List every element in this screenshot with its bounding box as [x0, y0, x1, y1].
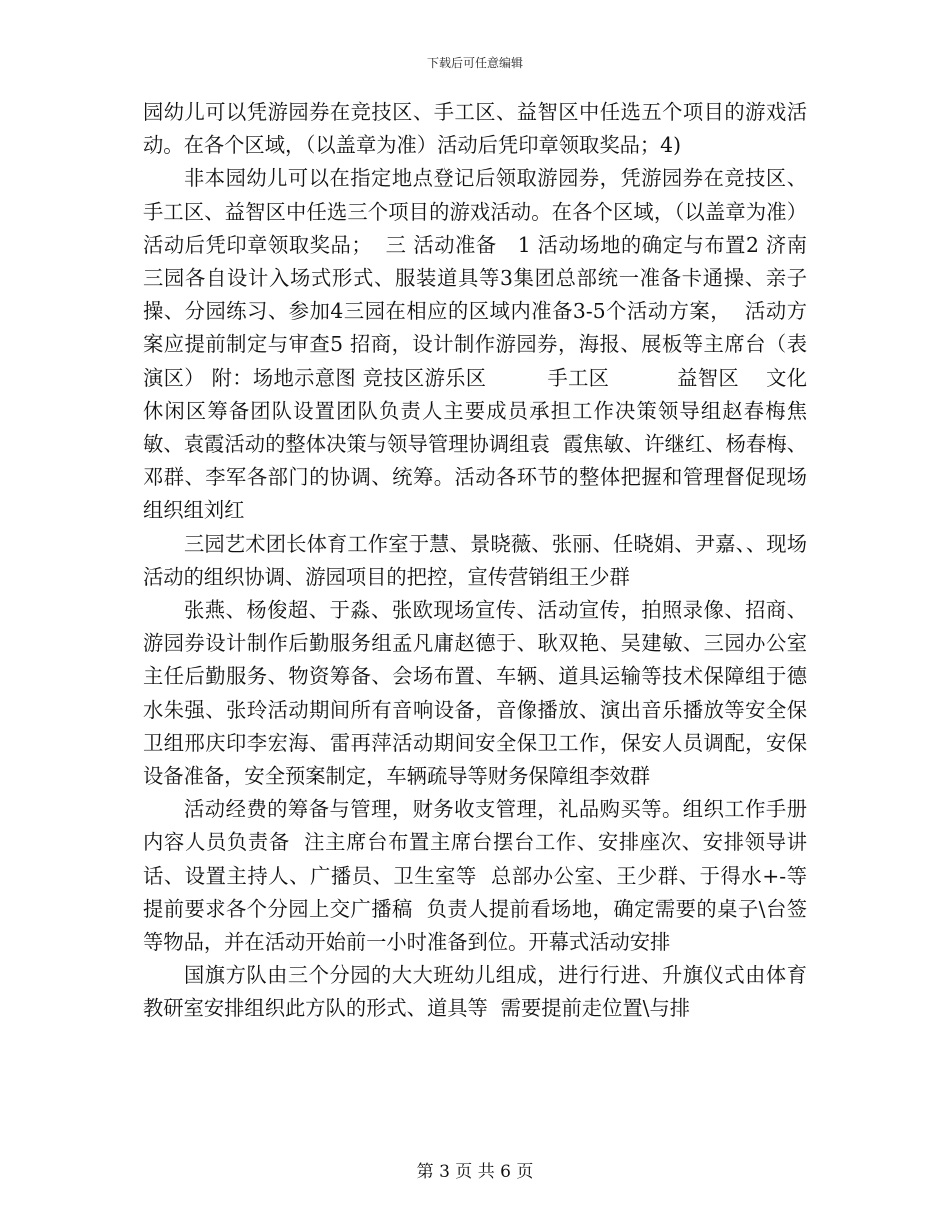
page-footer: 第 3 页 共 6 页: [416, 1162, 534, 1182]
paragraph-5: 活动经费的筹备与管理，财务收支管理，礼品购买等。组织工作手册内容人员负责备 注主席台布置主席台摆台工作、安排座次、安排领导讲话、设置主持人、广播员、卫生室等 总部办公室、王少群、于得水+-等 提前要求各个分园上交广播稿 负责人提前看场地，确定需要的桌子\台签等物品，并在活动开始前一小时准备到位。开幕式活动安排: [143, 797, 833, 955]
document-body: [143, 96, 833, 1026]
page-header: 下载后可任意编辑: [426, 56, 523, 70]
paragraph-1: 园幼儿可以凭游园券在竞技区、手工区、益智区中任选五个项目的游戏活动。在各个区域，（以盖章为准）活动后凭印章领取奖品；4): [143, 100, 807, 158]
paragraph-2: 非本园幼儿可以在指定地点登记后领取游园券，凭游园券在竞技区、手工区、益智区中任选三个项目的游戏活动。在各个区域，（以盖章为准）活动后凭印章领取奖品； 三 活动准备 1 活动场地的确定与布置2 济南三园各自设计入场式形式、服装道具等3集团总部统一准备卡通操、亲子操、分园练习、参加4三园在相应的区域内准备3-5个活动方案， 活动方案应提前制定与审查5 招商，设计制作游园券，海报、展板等主席台（表演区） 附：场地示意图 竞技区游乐区 手工区 益智区 文化休闲区筹备团队设置团队负责人主要成员承担工作决策领导组赵春梅焦敏、袁霞活动的整体决策与领导管理协调组袁 霞焦敏、许继红、杨春梅、邓群、李军各部门的协调、统筹。活动各环节的整体把握和管理督促现场组织组刘红: [143, 166, 807, 523]
paragraph-6: 国旗方队由三个分园的大大班幼儿组成，进行行进、升旗仪式由体育教研室安排组织此方队的形式、道具等 需要提前走位置\与排: [143, 963, 807, 1021]
paragraph-4: 张燕、杨俊超、于淼、张欧现场宣传、活动宣传，拍照录像、招商、游园券设计制作后勤服务组孟凡庸赵德于、耿双艳、吴建敏、三园办公室主任后勤服务、物资筹备、会场布置、车辆、道具运输等技术保障组于德水朱强、张玲活动期间所有音响设备，音像播放、演出音乐播放等安全保卫组邢庆印李宏海、雷再萍活动期间安全保卫工作，保安人员调配，安保设备准备，安全预案制定，车辆疏导等财务保障组李效群: [143, 598, 807, 789]
paragraph-3: 三园艺术团长体育工作室于慧、景晓薇、张丽、任晓娟、尹嘉、、现场活动的组织协调、游园项目的把控，宣传营销组王少群: [143, 531, 807, 589]
